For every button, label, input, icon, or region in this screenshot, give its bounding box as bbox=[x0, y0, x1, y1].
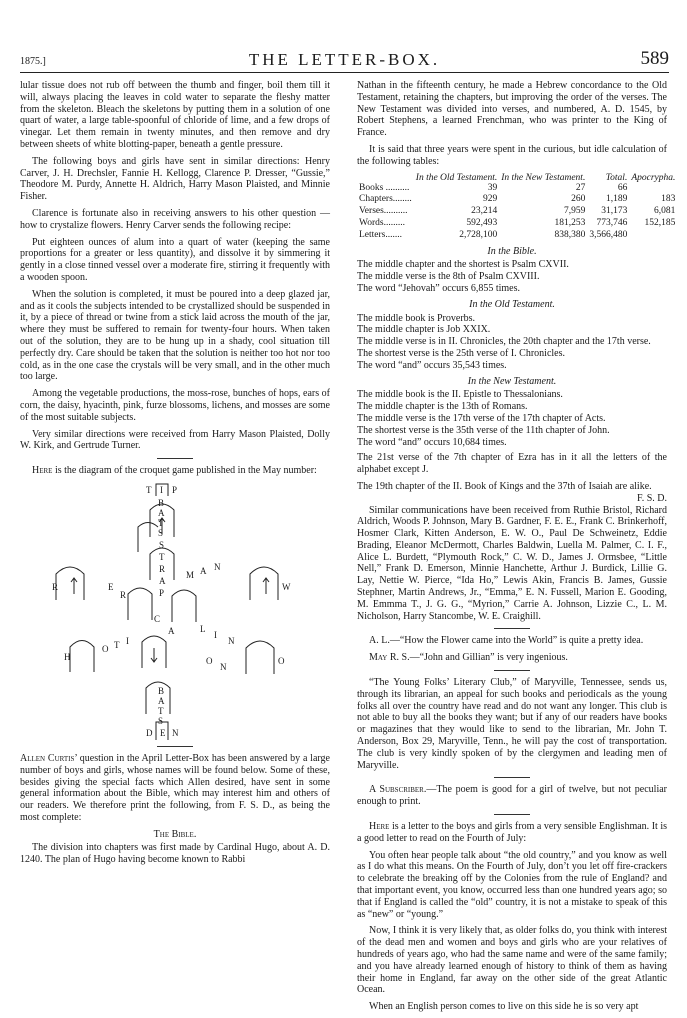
lead-word: Here bbox=[369, 821, 390, 833]
diagram-letter: A bbox=[158, 507, 165, 518]
list-item: The middle verse is the 17th verse of the 17th chapter of Acts. bbox=[357, 412, 606, 424]
table-header: In the New Testament. bbox=[501, 172, 586, 183]
subheading: In the Bible. bbox=[487, 245, 537, 257]
paragraph-text: is the diagram of the croquet game published in the May number: bbox=[52, 465, 317, 477]
header-title: THE LETTER-BOX. bbox=[248, 50, 441, 69]
header-year: 1875.] bbox=[20, 56, 46, 67]
diagram-letter: E bbox=[160, 727, 166, 738]
left-column bbox=[20, 80, 330, 871]
table-cell: Chapters........ bbox=[359, 194, 412, 205]
paragraph: Now, I think it is very likely that, as older folks do, you think with interest of the dead men and women and boys and girls who are your relatives of hundreds of years ago, who had the same name and were of the same family; and you have already learned enough of history to think of them as having their home in England, far away on the other side of the great Atlantic Ocean. bbox=[357, 925, 667, 996]
table-cell: 1,189 bbox=[605, 194, 628, 205]
paragraph-text: is a letter to the boys and girls from a very sensible Englishman. It is a good letter to read on the Fourth of July: bbox=[357, 821, 667, 844]
diagram-letter: O bbox=[278, 655, 285, 666]
table-cell: Books .......... bbox=[359, 182, 410, 193]
paragraph: The division into chapters was first made by Cardinal Hugo, about A. D. 1240. The plan of Hugo having become known to Rabbi bbox=[20, 842, 330, 866]
paragraph: It is said that three years were spent in the curious, but idle calculation of the following tables: bbox=[357, 143, 667, 167]
subheading: In the New Testament. bbox=[467, 375, 557, 387]
table-cell: 183 bbox=[661, 194, 676, 205]
diagram-letter: T bbox=[114, 639, 120, 650]
list-item: The word “Jehovah” occurs 6,855 times. bbox=[357, 282, 521, 294]
table-cell: 7,959 bbox=[563, 206, 586, 217]
diagram-letter: P bbox=[159, 587, 165, 598]
paragraph: The 19th chapter of the II. Book of Kings and the 37th of Isaiah are alike. bbox=[357, 480, 652, 492]
list-item: The middle verse is the 8th of Psalm CXVIII. bbox=[357, 271, 540, 283]
table-cell: 39 bbox=[487, 182, 498, 193]
table-cell: Verses.......... bbox=[359, 206, 408, 217]
separator bbox=[494, 814, 530, 815]
list-item: The middle book is Proverbs. bbox=[357, 312, 476, 324]
paragraph bbox=[357, 821, 667, 845]
diagram-letter: M bbox=[186, 569, 195, 580]
table-cell: 773,746 bbox=[596, 217, 628, 228]
table-cell: Words......... bbox=[359, 217, 405, 228]
paragraph: You often hear people talk about “the old country,” and you know as well as I do what this means. On the Fourth of July, don’t you let off fire-crackers to celebrate the breaking off by the Colonies from the rule of England? and that important event, you know, occurred less than one hundred years ago; so that if England is called the “old” country, it is not a mistake to speak of this as “new” or “young.” bbox=[357, 849, 667, 920]
paragraph: Very similar directions were received from Harry Mason Plaisted, Dolly W. Kirk, and Gertrude Turner. bbox=[20, 428, 330, 452]
paragraph: Put eighteen ounces of alum into a quart of water (keeping the same proportions for a greater or less quantity), and dissolve it by simmering it gently in a close tinned vessel over a moderate fire, stirring it frequently with a wooden spoon. bbox=[20, 236, 330, 283]
table-header bbox=[357, 173, 414, 183]
table-row bbox=[357, 218, 677, 230]
table-cell: 592,493 bbox=[466, 217, 498, 228]
diagram-letter: I bbox=[214, 629, 217, 640]
table-cell: 6,081 bbox=[654, 206, 676, 217]
diagram-letter: L bbox=[200, 623, 206, 634]
list-item: The middle chapter is the 13th of Romans. bbox=[357, 401, 528, 413]
paragraph: A. L.—“How the Flower came into the World” is quite a pretty idea. bbox=[369, 635, 644, 647]
paragraph: When an English person comes to live on this side he is so very apt bbox=[369, 1001, 639, 1013]
paragraph-text: ’ question in the April Letter-Box has been answered by a large number of boys and girls, whose names will be found below. Some of these, besides giving the special facts which Allen desired, have sent in some general information about the Bible, which may interest him and others of our readers. We therefore print the following, from F. S. D., as being the most complete: bbox=[20, 752, 330, 823]
diagram-letter: S bbox=[158, 527, 164, 538]
diagram-letter: S bbox=[159, 539, 165, 550]
table-cell: 27 bbox=[575, 182, 586, 193]
list-item: The word “and” occurs 10,684 times. bbox=[357, 436, 507, 448]
paragraph: The following boys and girls have sent in similar directions: Henry Carver, J. H. Drechsler, Fannie H. Kellogg, Clarence P. Dresser, “Gussie,” Theodore M. Purdy, Annette H. Aldrich, Harry Mason Plaisted, and Minnie Fisher. bbox=[20, 155, 330, 203]
hoop-right-1 bbox=[250, 567, 278, 600]
table-cell: 929 bbox=[482, 194, 498, 205]
arrow bbox=[71, 578, 77, 594]
table-cell: 260 bbox=[571, 194, 586, 205]
hoop-mid-2 bbox=[172, 590, 196, 622]
paragraph: Similar communications have been received from Ruthie Bristol, Richard Aldrich, Woods P. Johnson, Mary B. Gardner, F. E. E., Frank C. Brinkerhoff, Hosmer Clark, Kitten Anderson, E. W. O., Paul De Schweinetz, Eddie Brading, Eleanor McDermott, Charles Baldwin, Luella M. Palmer, C. I. F., Alice L. Burdett, “Plymouth Rock,” C. W. D., James J. Ormsbee, “Little Nell,” Frank D. Emerson, Minnie Hanchette, Arthur J. Burdick, Lillie G. Lay, Nettie W. Pierce, “Ida Ho,” Lewis Akin, Francis B. James, Gussie Stephner, Martin Andrews, Jr., “Emma,” E. N. Fussell, Marion E. Gooding, M. Emmma T., J. G. G., “Myrion,” Carrie A. Johnson, Lizzie C., L. M. Nicholson, Harry Stancombe, W. E. Craighill. bbox=[357, 504, 667, 622]
diagram-letter: N bbox=[172, 727, 179, 738]
diagram-letter: O bbox=[102, 643, 109, 654]
table-row bbox=[357, 194, 677, 206]
diagram-letter: I bbox=[126, 635, 129, 646]
separator bbox=[157, 458, 193, 459]
table-header: Apocrypha. bbox=[631, 172, 676, 183]
table-cell: 23,214 bbox=[471, 206, 498, 217]
diagram-letter: S bbox=[158, 715, 164, 726]
paragraph: Nathan in the fifteenth century, he made a Hebrew concordance to the Old Testament, retaining the chapters, but improving the order of the verses. The New Testament was divided into verses, and numbered, A. D. 1545, by Robert Stephens, a learned Frenchman, who was printer to the King of France. bbox=[357, 80, 667, 139]
list-item: The word “and” occurs 35,543 times. bbox=[357, 359, 507, 371]
lead-word: Allen Curtis bbox=[20, 752, 75, 764]
paragraph bbox=[20, 465, 330, 477]
arrow bbox=[263, 578, 269, 594]
lead-word: Here bbox=[32, 465, 53, 477]
list-item: The shortest verse is the 25th verse of I. Chronicles. bbox=[357, 347, 566, 359]
diagram-letter: T bbox=[158, 705, 164, 716]
arrow bbox=[151, 648, 157, 662]
paragraph: Clarence is fortunate also in receiving answers to his other question —how to crystalize flowers. Henry Carver sends the following recipe: bbox=[20, 207, 330, 231]
page-number: 589 bbox=[640, 48, 669, 69]
diagram-letter: E bbox=[108, 581, 114, 592]
diagram-letter: A bbox=[200, 565, 207, 576]
table-cell: 31,173 bbox=[601, 206, 628, 217]
diagram-letter: R bbox=[120, 589, 127, 600]
table-row bbox=[357, 230, 677, 242]
diagram-letter: R bbox=[159, 563, 166, 574]
diagram-letter: H bbox=[64, 651, 71, 662]
signature: F. S. D. bbox=[636, 492, 667, 504]
hoop-left-2 bbox=[70, 640, 94, 672]
table-cell bbox=[629, 183, 677, 195]
lead-word: A Subscriber. bbox=[369, 784, 427, 796]
diagram-letter: R bbox=[52, 581, 59, 592]
diagram-letter: A bbox=[168, 625, 175, 636]
hoop-right-2 bbox=[246, 641, 274, 674]
fact-list bbox=[357, 259, 667, 294]
table-row bbox=[357, 206, 677, 218]
table-header-row bbox=[357, 173, 677, 183]
diagram-letter: P bbox=[172, 484, 178, 495]
diagram-letter: N bbox=[228, 635, 235, 646]
paragraph: The 21st verse of the 7th chapter of Ezra has in it all the letters of the alphabet except J. bbox=[357, 452, 667, 476]
section-heading: The Bible. bbox=[153, 828, 197, 840]
list-item: The middle chapter is Job XXIX. bbox=[357, 324, 491, 336]
diagram-letter: A bbox=[159, 575, 166, 586]
separator bbox=[494, 777, 530, 778]
diagram-letter: I bbox=[160, 484, 163, 495]
table-row bbox=[357, 183, 677, 195]
diagram-letter: N bbox=[214, 561, 221, 572]
table-header: In the Old Testament. bbox=[415, 172, 498, 183]
running-header bbox=[20, 46, 669, 72]
bible-stats-table bbox=[357, 173, 677, 242]
table-header: Total. bbox=[605, 172, 628, 183]
table-cell: 838,380 bbox=[554, 229, 586, 240]
subheading: In the Old Testament. bbox=[469, 298, 555, 310]
diagram-letter: B bbox=[158, 497, 165, 508]
lead-word: May R. S. bbox=[369, 652, 410, 664]
hoop-mid-1 bbox=[128, 588, 152, 620]
paragraph bbox=[357, 784, 667, 808]
diagram-letter: N bbox=[220, 661, 227, 672]
list-item: The shortest verse is the 35th verse of the 11th chapter of John. bbox=[357, 424, 610, 436]
table-cell: Letters....... bbox=[359, 229, 403, 240]
paragraph: Among the vegetable productions, the moss-rose, bunches of hops, ears of corn, the daisy, hyacinth, pink, furze blossoms, lichens, and mosses are some of the most suitable subjects. bbox=[20, 388, 330, 423]
hoop-left-1 bbox=[56, 567, 84, 600]
diagram-letter: C bbox=[154, 613, 161, 624]
separator bbox=[494, 628, 530, 629]
fact-list bbox=[357, 389, 667, 448]
diagram-letter: D bbox=[146, 727, 153, 738]
paragraph: “The Young Folks’ Literary Club,” of Maryville, Tennessee, sends us, through its librarian, an appeal for such books and periodicals as the young folks all over the country have read and do not want any longer. This club is not able to buy all the books they want; but if any of our readers have books or magazines that they would like to send to the librarian, Mr. John T. Anderson, Box 29, Maryville, Tenn., he will pay the cost of transportation. The club is very kindly spoken of by the clergymen and leading men of Maryville. bbox=[357, 677, 667, 771]
diagram-letter: B bbox=[158, 685, 165, 696]
table-cell: 3,566,480 bbox=[589, 229, 628, 240]
table-cell: 2,728,100 bbox=[459, 229, 498, 240]
diagram-letter: T bbox=[159, 551, 165, 562]
separator bbox=[494, 670, 530, 671]
diagram-letter: O bbox=[206, 655, 213, 666]
list-item: The middle book is the II. Epistle to Thessalonians. bbox=[357, 389, 563, 401]
diagram-letter: T bbox=[146, 484, 152, 495]
paragraph bbox=[20, 753, 330, 824]
right-column bbox=[357, 80, 676, 1018]
paragraph-text: —The poem is good for a girl of twelve, but not peculiar enough to print. bbox=[357, 784, 667, 808]
paragraph bbox=[357, 652, 667, 664]
diagram-letter: T bbox=[158, 517, 164, 528]
table-cell bbox=[629, 230, 677, 242]
croquet-diagram bbox=[50, 482, 300, 740]
table-cell: 66 bbox=[617, 182, 628, 193]
list-item: The middle verse is in II. Chronicles, the 20th chapter and the 17th verse. bbox=[357, 336, 651, 348]
paragraph-text: —“John and Gillian” is very ingenious. bbox=[409, 652, 568, 664]
table-cell: 181,253 bbox=[554, 217, 586, 228]
fact-list bbox=[357, 313, 667, 372]
header-rule bbox=[20, 72, 669, 73]
paragraph: When the solution is completed, it must be poured into a deep glazed jar, and as it cools the subjects intended to be crystallized should be suspended in it, by a piece of thread or twine from a stick laid across the mouth of the jar, where they must be suffered to remain for twenty-four hours. When taken out of the solution, they are to be hung up in a shady, cool situation till perfectly dry. Care should be taken that the solution is neither too hot nor too cold, as in the one case the crystals will be very small, and in the other much too large. bbox=[20, 288, 330, 383]
table-cell: 152,185 bbox=[644, 217, 676, 228]
paragraph: lular tissue does not rub off between the thumb and finger, boil them till it will, always placing the leaves in cold water to separate the fleshy matter from the skeleton. Bleach the skeletons by putting them in a solution of one quart of water, a large table-spoonful of chloride of lime, and a few drops of vinegar. Let them remain in twenty minutes, and then remove and dry between sheets of white blotting-paper, beneath a gentle pressure. bbox=[20, 80, 330, 150]
hoop-top-3 bbox=[138, 522, 158, 552]
list-item: The middle chapter and the shortest is Psalm CXVII. bbox=[357, 259, 569, 271]
separator bbox=[157, 746, 193, 747]
diagram-letter: W bbox=[282, 581, 291, 592]
diagram-letter: A bbox=[158, 695, 165, 706]
